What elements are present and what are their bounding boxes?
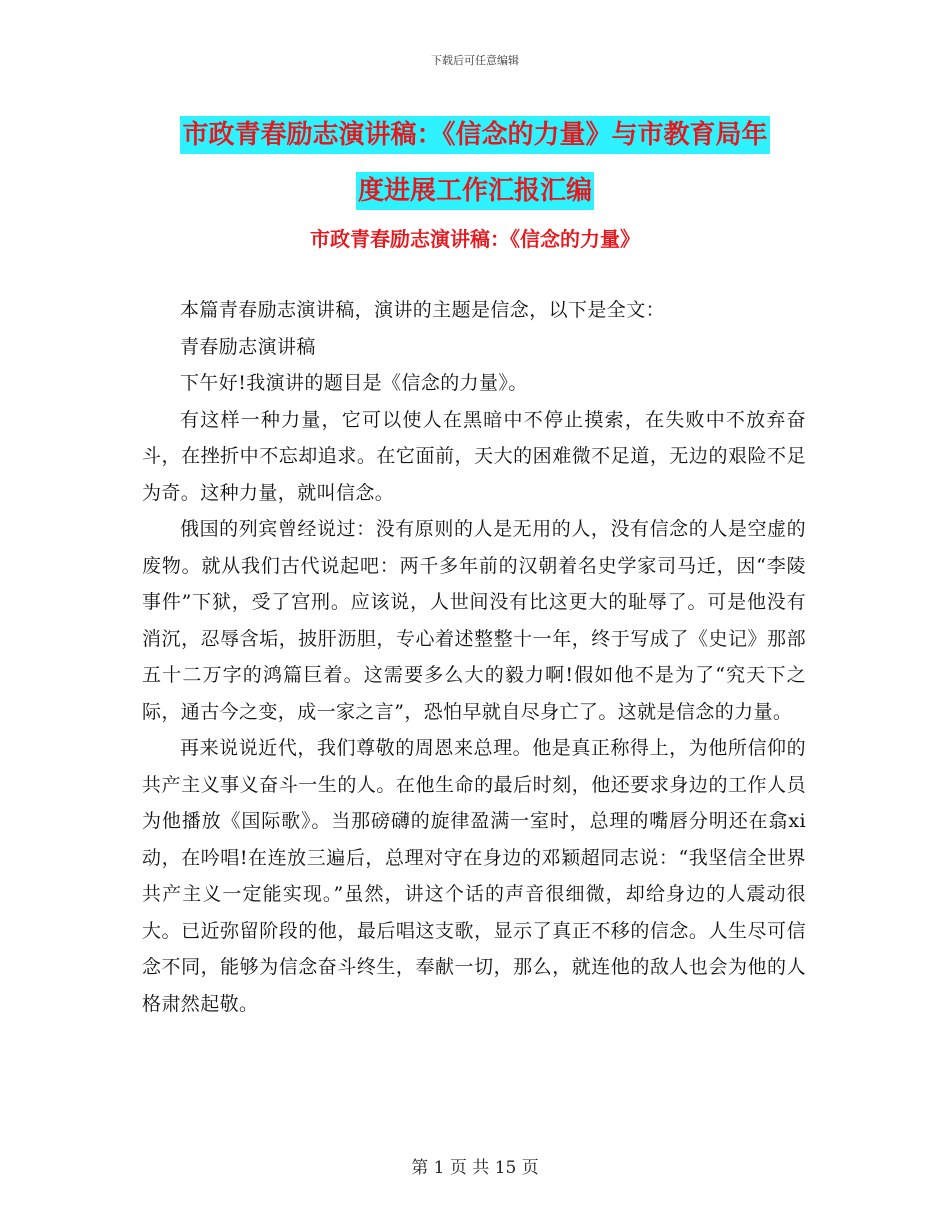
paragraph-greeting: 下午好!我演讲的题目是《信念的力量》。	[180, 372, 528, 394]
document-title-line-2: 度进展工作汇报汇编	[356, 172, 594, 210]
paragraph-intro: 本篇青春励志演讲稿，演讲的主题是信念，以下是全文：	[180, 299, 666, 321]
paragraph-2: 俄国的列宾曾经说过：没有原则的人是无用的人，没有信念的人是空虚的废物。就从我们古代说起吧：两千多年前的汉朝着名史学家司马迁，因“李陵事件”下狱，受了宫刑。应该说，人世间没有比这更大的耻辱了。可是他没有消沉，忍辱含垢，披肝沥胆，专心着述整整十一年，终于写成了《史记》那部五十二万字的鸿篇巨着。这需要多么大的毅力啊!假如他不是为了“究天下之际，通古今之变，成一家之言”，恐怕早就自尽身亡了。这就是信念的力量。	[142, 518, 806, 723]
document-body	[142, 292, 806, 1022]
document-title-line-1: 市政青春励志演讲稿：《信念的力量》与市教育局年	[180, 116, 769, 154]
header-note: 下载后可任意编辑	[431, 54, 519, 67]
section-title: 市政青春励志演讲稿：《信念的力量》	[310, 227, 640, 251]
paragraph-3: 再来说说近代，我们尊敬的周恩来总理。他是真正称得上，为他所信仰的共产主义事义奋斗一生的人。在他生命的最后时刻，他还要求身边的工作人员为他播放《国际歌》。当那磅礴的旋律盈满一室时，总理的嘴唇分明还在翕xi动，在吟唱!在连放三遍后，总理对守在身边的邓颖超同志说：“我坚信全世界共产主义一定能实现。”虽然，讲这个话的声音很细微，却给身边的人震动很大。已近弥留阶段的他，最后唱这支歌，显示了真正不移的信念。人生尽可信念不同，能够为信念奋斗终生，奉献一切，那么，就连他的敌人也会为他的人格肃然起敬。	[142, 737, 806, 1015]
page-footer: 第 1 页 共 15 页	[411, 1158, 539, 1178]
paragraph-1: 有这样一种力量，它可以使人在黑暗中不停止摸索，在失败中不放弃奋斗，在挫折中不忘却追求。在它面前，天大的困难微不足道，无边的艰险不足为奇。这种力量，就叫信念。	[142, 408, 806, 504]
document-title	[140, 107, 810, 219]
paragraph-subtitle: 青春励志演讲稿	[180, 335, 316, 358]
